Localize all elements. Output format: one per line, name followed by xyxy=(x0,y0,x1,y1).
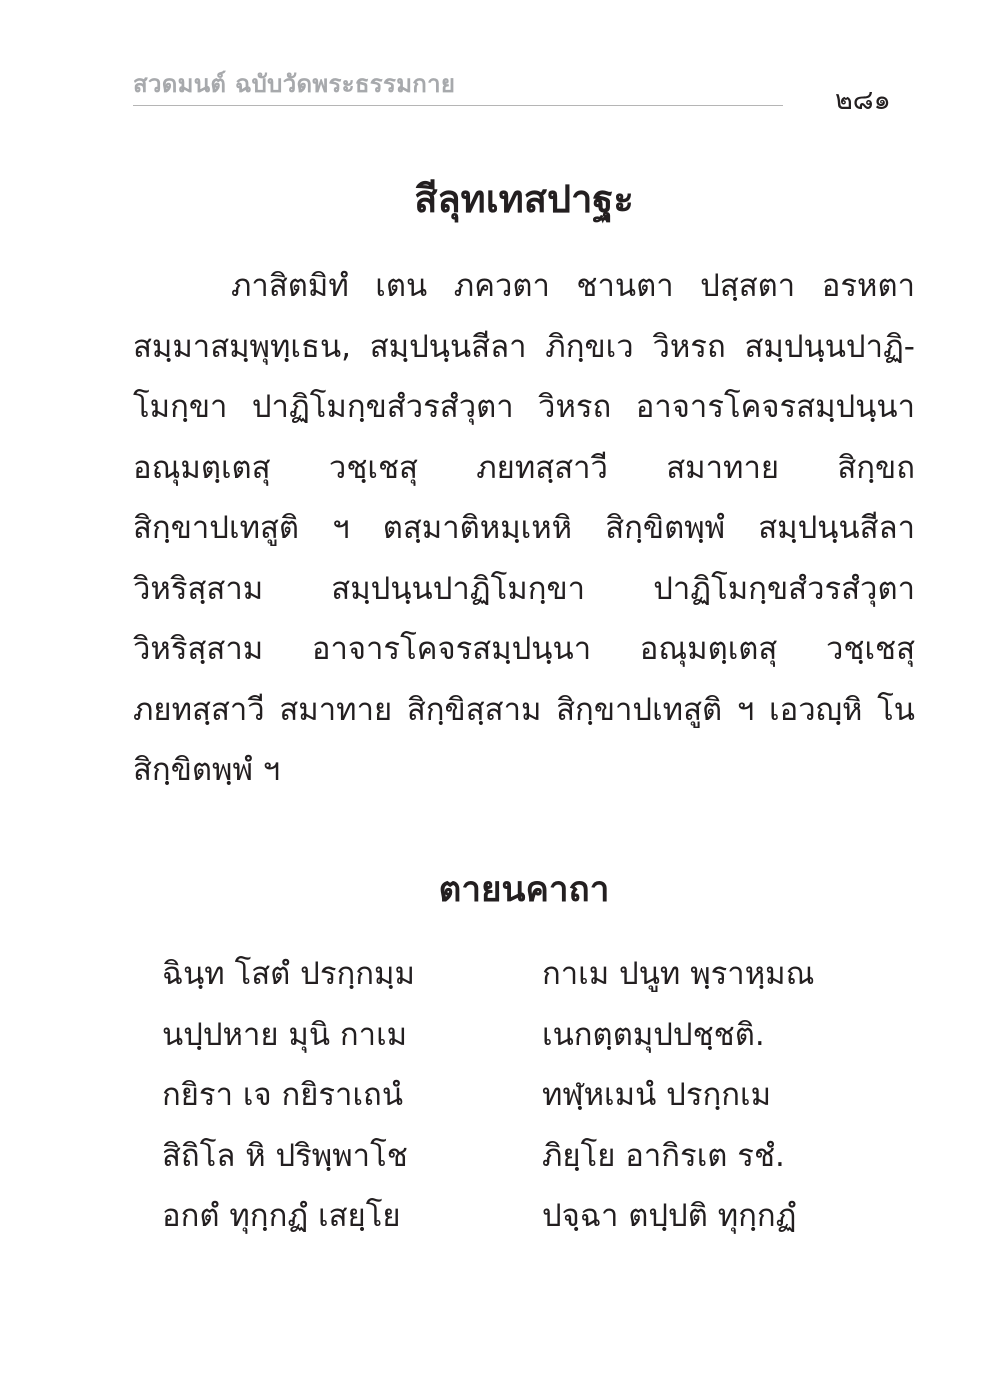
passage-line: อณุมตฺเตสุ วชฺเชสุ ภยทสฺสาวี สมาทาย สิกฺขถ xyxy=(133,449,915,486)
verse-right-half: กาเม ปนูท พฺราหฺมณ xyxy=(542,956,815,992)
verse-right-half: ปจฺฉา ตปฺปติ ทุกฺกฏํ xyxy=(542,1198,797,1234)
running-title: สวดมนต์ ฉบับวัดพระธรรมกาย xyxy=(133,70,456,98)
verse-row xyxy=(162,1186,922,1247)
verse-row xyxy=(162,1126,922,1187)
passage-line: ภาสิตมิทํ เตน ภควตา ชานตา ปสฺสตา อรหตา xyxy=(231,268,915,304)
verse-left-half: อกตํ ทุกฺกฏํ เสยฺโย xyxy=(162,1198,401,1234)
passage-line: ภยทสฺสาวี สมาทาย สิกฺขิสฺสาม สิกฺขาปเทสูติ ฯ เอวญฺหิ โน xyxy=(133,691,915,728)
passage-line: โมกฺขา ปาฏิโมกฺขสํวรสํวุตา วิหรถ อาจารโคจรสมฺปนฺนา xyxy=(133,389,915,425)
siluddesa-passage xyxy=(133,256,915,801)
verse-right-half: ทฬฺหเมนํ ปรกฺกเม xyxy=(542,1077,772,1113)
verse-row xyxy=(162,944,922,1005)
verse-left-half: นปฺปหาย มุนิ กาเม xyxy=(162,1016,408,1053)
verse-right-half: ภิยฺโย อากิรเต รชํ. xyxy=(542,1137,785,1174)
verse-row xyxy=(162,1065,922,1126)
section-title-tayana-gatha: ตายนคาถา xyxy=(438,870,610,910)
verse-right-half: เนกตฺตมุปปชฺชติ. xyxy=(542,1016,765,1053)
tayana-verses xyxy=(162,944,922,1247)
passage-line: สิกฺขิตพฺพํ ฯ xyxy=(133,752,281,788)
verse-row xyxy=(162,1005,922,1066)
page-header xyxy=(133,58,783,106)
passage-line: สิกฺขาปเทสูติ ฯ ตสฺมาติหมฺเหหิ สิกฺขิตพฺพํ สมฺปนฺนสีลา xyxy=(133,510,915,546)
verse-left-half: สิถิโล หิ ปริพฺพาโช xyxy=(162,1137,408,1174)
section-title-siluddesa: สีลุทเทสปาฐะ xyxy=(414,177,634,221)
passage-line: วิหริสฺสาม อาจารโคจรสมฺปนฺนา อณุมตฺเตสุ วชฺเชสุ xyxy=(133,631,915,667)
passage-line: วิหริสฺสาม สมฺปนฺนปาฏิโมกฺขา ปาฏิโมกฺขสํวรสํวุตา xyxy=(133,570,915,607)
verse-left-half: ฉินฺท โสตํ ปรกฺกมฺม xyxy=(162,956,415,992)
verse-left-half: กยิรา เจ กยิราเถนํ xyxy=(162,1077,404,1113)
passage-line: สมฺมาสมฺพุทฺเธน, สมฺปนฺนสีลา ภิกฺขเว วิหรถ สมฺปนฺนปาฏิ- xyxy=(133,328,915,365)
page-number: ๒๘๑ xyxy=(835,85,891,116)
